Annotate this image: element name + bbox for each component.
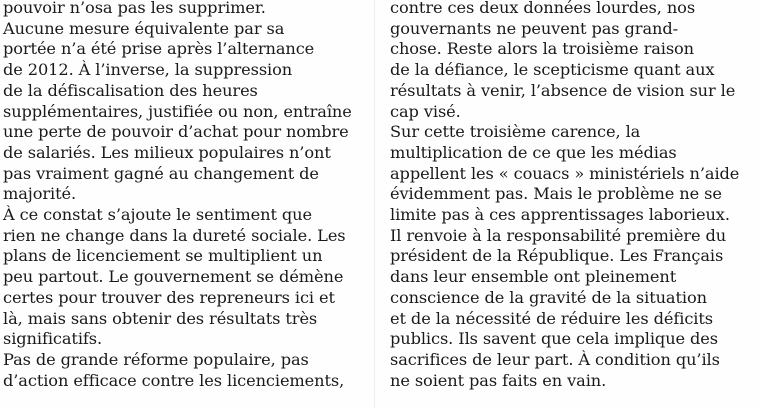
text-line: À ce constat s’ajoute le sentiment que xyxy=(3,205,312,225)
text-line: sacrifices de leur part. À condition qu’ils xyxy=(390,349,720,369)
text-column-left xyxy=(3,0,365,391)
text-line: une perte de pouvoir d’achat pour nombre xyxy=(3,122,349,142)
text-line: certes pour trouver des repreneurs ici et xyxy=(3,287,335,307)
text-line: président de la République. Les Français xyxy=(390,246,724,266)
text-line: de la défiscalisation des heures xyxy=(3,80,258,100)
text-line: dans leur ensemble ont pleinement xyxy=(390,267,677,287)
text-line: cap visé. xyxy=(390,101,461,121)
text-line: gouvernants ne peuvent pas grand- xyxy=(390,18,678,38)
text-line: ne soient pas faits en vain. xyxy=(390,370,607,390)
text-line: publics. Ils savent que cela implique des xyxy=(390,329,718,349)
text-line: majorité. xyxy=(3,184,77,204)
column-divider xyxy=(374,0,375,408)
text-line: d’action efficace contre les licenciements, xyxy=(3,370,345,390)
text-line: Sur cette troisième carence, la xyxy=(390,122,641,142)
text-line: et de la nécessité de réduire les déficits xyxy=(390,308,713,328)
text-line: conscience de la gravité de la situation xyxy=(390,287,707,307)
text-line: chose. Reste alors la troisième raison xyxy=(390,39,695,59)
text-line: multiplication de ce que les médias xyxy=(390,142,677,162)
text-line: significatifs. xyxy=(3,329,103,349)
text-line: de la défiance, le scepticisme quant aux xyxy=(390,60,715,80)
text-line: pas vraiment gagné au changement de xyxy=(3,163,319,183)
text-line: plans de licenciement se multiplient un xyxy=(3,246,323,266)
text-line: Il renvoie à la responsabilité première du xyxy=(390,225,727,245)
text-line: appellent les « couacs » ministériels n’aide xyxy=(390,163,740,183)
text-line: de salariés. Les milieux populaires n’ont xyxy=(3,142,331,162)
text-line: évidemment pas. Mais le problème ne se xyxy=(390,184,722,204)
text-line: supplémentaires, justifiée ou non, entraîne xyxy=(3,101,352,121)
text-line: portée n’a été prise après l’alternance xyxy=(3,39,315,59)
text-line: Pas de grande réforme populaire, pas xyxy=(3,349,309,369)
text-line: limite pas à ces apprentissages laborieux. xyxy=(390,205,730,225)
text-line: peu partout. Le gouvernement se démène xyxy=(3,267,344,287)
text-column-right xyxy=(390,0,752,391)
text-line: contre ces deux données lourdes, nos xyxy=(390,0,696,17)
text-line: pouvoir n’osa pas les supprimer. xyxy=(3,0,266,17)
text-line: là, mais sans obtenir des résultats très xyxy=(3,308,318,328)
text-line: Aucune mesure équivalente par sa xyxy=(3,18,285,38)
text-line: rien ne change dans la dureté sociale. Les xyxy=(3,225,346,245)
text-line: résultats à venir, l’absence de vision sur le xyxy=(390,80,736,100)
text-line: de 2012. À l’inverse, la suppression xyxy=(3,60,293,80)
